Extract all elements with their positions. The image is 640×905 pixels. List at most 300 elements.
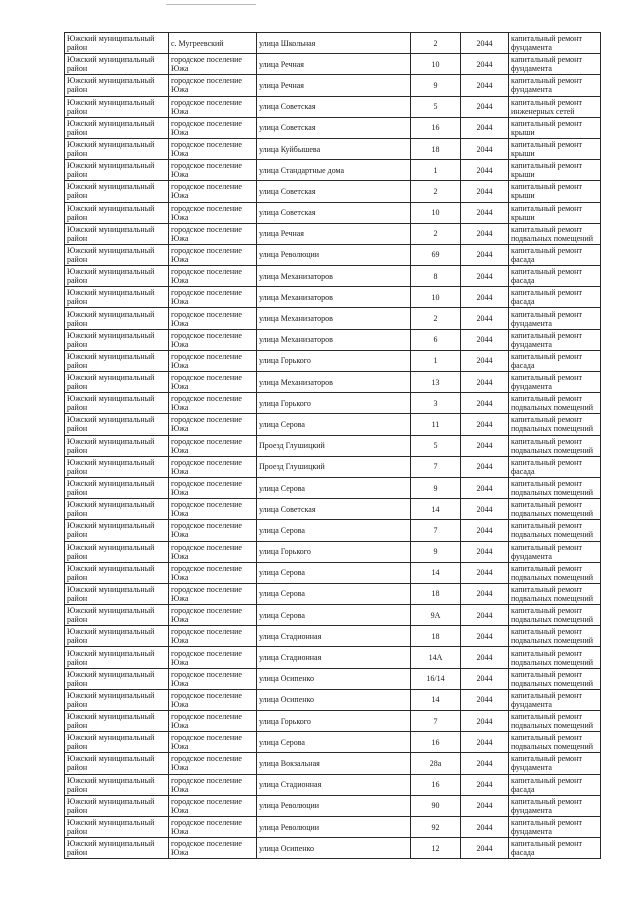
year-cell-text: 2044 [476,462,493,472]
year-cell [461,753,509,774]
settlement-cell [169,774,257,795]
street-cell-text: Проезд Глушицкий [259,441,325,451]
street-cell-text: улица Механизаторов [259,292,333,302]
work-type-cell-text: капитальный ремонт фундамента [511,76,582,95]
year-cell-text: 2044 [476,504,493,514]
house-number-cell [411,605,461,626]
work-type-cell [509,372,601,393]
settlement-cell-text: городское поселение Южа [171,224,242,243]
year-cell [461,774,509,795]
house-number-cell [411,160,461,181]
house-number-cell [411,753,461,774]
house-number-cell-text: 11 [431,419,440,429]
district-cell [65,350,169,371]
street-cell-text: улица Стадионная [259,780,322,790]
house-number-cell [411,711,461,732]
house-number-cell [411,838,461,859]
street-cell-text: улица Речная [259,80,304,90]
table-row [65,583,601,604]
district-cell [65,33,169,54]
house-number-cell-text: 16/14 [426,674,445,684]
street-cell [257,96,411,117]
street-cell-text: улица Революции [259,822,320,832]
street-cell-text: улица Горького [259,716,311,726]
settlement-cell [169,816,257,837]
settlement-cell-text: городское поселение Южа [171,182,242,201]
settlement-cell [169,244,257,265]
work-type-cell [509,499,601,520]
street-cell [257,774,411,795]
house-number-cell-text: 9 [433,483,438,493]
year-cell-text: 2044 [476,483,493,493]
settlement-cell-text: городское поселение Южа [171,712,242,731]
settlement-cell-text: городское поселение Южа [171,457,242,476]
year-cell-text: 2044 [476,356,493,366]
year-cell [461,732,509,753]
table-row [65,626,601,647]
house-number-cell-text: 10 [431,59,440,69]
table-row [65,223,601,244]
district-cell [65,160,169,181]
year-cell [461,435,509,456]
year-cell-text: 2044 [476,716,493,726]
house-number-cell [411,287,461,308]
settlement-cell [169,711,257,732]
house-number-cell-text: 7 [433,462,438,472]
settlement-cell [169,605,257,626]
work-type-cell-text: капитальный ремонт подвальных помещений [511,415,594,434]
work-type-cell-text: капитальный ремонт подвальных помещений [511,563,594,582]
district-cell [65,520,169,541]
district-cell [65,456,169,477]
district-cell [65,287,169,308]
year-cell [461,54,509,75]
district-cell [65,647,169,668]
settlement-cell-text: городское поселение Южа [171,733,242,752]
year-cell [461,287,509,308]
year-cell [461,647,509,668]
table-row [65,329,601,350]
street-cell [257,117,411,138]
work-type-cell-text: капитальный ремонт фундамента [511,796,582,815]
district-cell-text: Южский муниципальный район [67,839,155,858]
table-row [65,138,601,159]
year-cell-text: 2044 [476,525,493,535]
year-cell [461,393,509,414]
district-cell [65,774,169,795]
district-cell [65,96,169,117]
work-type-cell [509,223,601,244]
district-cell-text: Южский муниципальный район [67,224,155,243]
work-type-cell [509,668,601,689]
street-cell-text: улица Осипенко [259,674,314,684]
work-type-cell-text: капитальный ремонт крыши [511,161,582,180]
house-number-cell-text: 2 [433,186,438,196]
settlement-cell-text: городское поселение Южа [171,818,242,837]
work-type-cell-text: капитальный ремонт фундамента [511,818,582,837]
table-row [65,838,601,859]
settlement-cell-text: городское поселение Южа [171,76,242,95]
district-cell [65,266,169,287]
settlement-cell-text: городское поселение Южа [171,500,242,519]
district-cell-text: Южский муниципальный район [67,309,155,328]
street-cell [257,499,411,520]
street-cell-text: улица Серова [259,568,305,578]
work-type-cell [509,138,601,159]
year-cell-text: 2044 [476,80,493,90]
house-number-cell [411,308,461,329]
work-type-cell [509,181,601,202]
work-type-cell [509,435,601,456]
house-number-cell [411,266,461,287]
work-type-cell-text: капитальный ремонт фундамента [511,55,582,74]
settlement-cell [169,626,257,647]
street-cell [257,393,411,414]
district-cell [65,181,169,202]
district-cell-text: Южский муниципальный район [67,267,155,286]
table-row [65,244,601,265]
work-type-cell [509,33,601,54]
house-number-cell [411,668,461,689]
house-number-cell [411,499,461,520]
settlement-cell [169,753,257,774]
work-type-cell-text: капитальный ремонт подвальных помещений [511,500,594,519]
work-type-cell [509,774,601,795]
settlement-cell [169,350,257,371]
house-number-cell [411,329,461,350]
house-number-cell [411,393,461,414]
work-type-cell [509,329,601,350]
settlement-cell-text: городское поселение Южа [171,839,242,858]
work-type-cell-text: капитальный ремонт подвальных помещений [511,733,594,752]
work-type-cell-text: капитальный ремонт фундамента [511,690,582,709]
settlement-cell [169,456,257,477]
work-type-cell [509,287,601,308]
settlement-cell-text: городское поселение Южа [171,436,242,455]
house-number-cell [411,138,461,159]
street-cell-text: Проезд Глушицкий [259,462,325,472]
year-cell [461,372,509,393]
year-cell-text: 2044 [476,674,493,684]
year-cell [461,605,509,626]
house-number-cell [411,435,461,456]
table-row [65,33,601,54]
settlement-cell-text: городское поселение Южа [171,351,242,370]
district-cell [65,393,169,414]
district-cell-text: Южский муниципальный район [67,690,155,709]
street-cell [257,54,411,75]
street-cell-text: улица Школьная [259,38,316,48]
work-type-cell [509,202,601,223]
year-cell-text: 2044 [476,547,493,557]
settlement-cell [169,33,257,54]
table-row [65,202,601,223]
district-cell-text: Южский муниципальный район [67,182,155,201]
house-number-cell [411,75,461,96]
street-cell-text: улица Советская [259,123,316,133]
settlement-cell [169,689,257,710]
house-number-cell-text: 10 [431,292,440,302]
work-type-cell [509,456,601,477]
settlement-cell-text: городское поселение Южа [171,542,242,561]
settlement-cell [169,583,257,604]
district-cell-text: Южский муниципальный район [67,288,155,307]
house-number-cell-text: 7 [433,525,438,535]
work-type-cell-text: капитальный ремонт фундамента [511,309,582,328]
settlement-cell-text: городское поселение Южа [171,394,242,413]
district-cell-text: Южский муниципальный район [67,203,155,222]
work-type-cell [509,583,601,604]
settlement-cell [169,54,257,75]
year-cell [461,96,509,117]
district-cell-text: Южский муниципальный район [67,627,155,646]
work-type-cell-text: капитальный ремонт фундамента [511,373,582,392]
house-number-cell [411,202,461,223]
table-row [65,393,601,414]
settlement-cell-text: городское поселение Южа [171,775,242,794]
settlement-cell-text: городское поселение Южа [171,563,242,582]
settlement-cell-text: с. Мугреевский [171,38,224,48]
street-cell [257,350,411,371]
year-cell [461,711,509,732]
year-cell [461,626,509,647]
table-row [65,54,601,75]
district-cell-text: Южский муниципальный район [67,245,155,264]
house-number-cell-text: 5 [433,102,438,112]
work-type-cell [509,816,601,837]
street-cell-text: улица Серова [259,525,305,535]
year-cell-text: 2044 [476,250,493,260]
street-cell [257,520,411,541]
year-cell-text: 2044 [476,165,493,175]
settlement-cell-text: городское поселение Южа [171,55,242,74]
district-cell [65,816,169,837]
street-cell-text: улица Серова [259,610,305,620]
work-type-cell [509,96,601,117]
work-type-cell-text: капитальный ремонт инженерных сетей [511,97,582,116]
house-number-cell-text: 14 [431,568,440,578]
street-cell [257,456,411,477]
house-number-cell [411,350,461,371]
work-type-cell-text: капитальный ремонт фасада [511,457,582,476]
district-cell-text: Южский муниципальный район [67,140,155,159]
table-row [65,456,601,477]
settlement-cell-text: городское поселение Южа [171,203,242,222]
settlement-cell-text: городское поселение Южа [171,479,242,498]
table-row [65,181,601,202]
street-cell-text: улица Советская [259,208,316,218]
year-cell [461,562,509,583]
settlement-cell [169,435,257,456]
year-cell-text: 2044 [476,208,493,218]
work-type-cell-text: капитальный ремонт фасада [511,245,582,264]
year-cell [461,520,509,541]
document-page [64,32,600,859]
district-cell [65,414,169,435]
settlement-cell-text: городское поселение Южа [171,330,242,349]
work-type-cell-text: капитальный ремонт фасада [511,267,582,286]
district-cell-text: Южский муниципальный район [67,118,155,137]
table-row [65,541,601,562]
street-cell [257,33,411,54]
work-type-cell [509,75,601,96]
street-cell [257,605,411,626]
work-type-cell [509,541,601,562]
table-row [65,350,601,371]
house-number-cell [411,583,461,604]
district-cell-text: Южский муниципальный район [67,754,155,773]
work-type-cell [509,117,601,138]
district-cell [65,541,169,562]
house-number-cell-text: 18 [431,144,440,154]
district-cell-text: Южский муниципальный район [67,500,155,519]
work-type-cell-text: капитальный ремонт крыши [511,118,582,137]
settlement-cell-text: городское поселение Южа [171,648,242,667]
scan-artifact-line [166,4,256,5]
settlement-cell [169,287,257,308]
house-number-cell-text: 14 [431,695,440,705]
street-cell-text: улица Куйбышева [259,144,321,154]
district-cell-text: Южский муниципальный район [67,394,155,413]
settlement-cell-text: городское поселение Южа [171,627,242,646]
street-cell-text: улица Серова [259,589,305,599]
work-type-cell-text: капитальный ремонт подвальных помещений [511,584,594,603]
table-row [65,287,601,308]
house-number-cell-text: 92 [431,822,440,832]
street-cell [257,732,411,753]
settlement-cell-text: городское поселение Южа [171,288,242,307]
work-type-cell-text: капитальный ремонт подвальных помещений [511,394,594,413]
table-row [65,689,601,710]
street-cell [257,647,411,668]
district-cell-text: Южский муниципальный район [67,669,155,688]
table-row [65,774,601,795]
table-row [65,605,601,626]
district-cell-text: Южский муниципальный район [67,97,155,116]
house-number-cell [411,372,461,393]
work-type-cell [509,626,601,647]
work-type-cell [509,350,601,371]
work-type-cell-text: капитальный ремонт крыши [511,140,582,159]
district-cell [65,795,169,816]
work-type-cell-text: капитальный ремонт подвальных помещений [511,521,594,540]
street-cell-text: улица Советская [259,186,316,196]
district-cell [65,499,169,520]
house-number-cell-text: 14 [431,504,440,514]
table-body [65,33,601,859]
year-cell-text: 2044 [476,610,493,620]
settlement-cell-text: городское поселение Южа [171,161,242,180]
district-cell [65,372,169,393]
work-type-cell [509,711,601,732]
house-number-cell [411,96,461,117]
district-cell-text: Южский муниципальный район [67,351,155,370]
work-type-cell-text: капитальный ремонт подвальных помещений [511,648,594,667]
settlement-cell [169,562,257,583]
district-cell [65,54,169,75]
year-cell [461,541,509,562]
house-number-cell-text: 6 [433,335,438,345]
work-type-cell [509,838,601,859]
table-row [65,414,601,435]
table-row [65,732,601,753]
street-cell-text: улица Советская [259,102,316,112]
street-cell-text: улица Горького [259,547,311,557]
table-row [65,520,601,541]
year-cell-text: 2044 [476,695,493,705]
year-cell-text: 2044 [476,59,493,69]
district-cell [65,562,169,583]
street-cell-text: улица Механизаторов [259,314,333,324]
settlement-cell [169,329,257,350]
settlement-cell-text: городское поселение Южа [171,140,242,159]
house-number-cell-text: 3 [433,398,438,408]
settlement-cell-text: городское поселение Южа [171,415,242,434]
house-number-cell [411,541,461,562]
district-cell-text: Южский муниципальный район [67,542,155,561]
district-cell [65,117,169,138]
work-type-cell [509,605,601,626]
house-number-cell-text: 9А [430,610,441,620]
settlement-cell [169,117,257,138]
house-number-cell [411,647,461,668]
table-row [65,96,601,117]
work-type-cell-text: капитальный ремонт подвальных помещений [511,224,594,243]
street-cell [257,668,411,689]
street-cell [257,75,411,96]
year-cell [461,244,509,265]
district-cell-text: Южский муниципальный район [67,712,155,731]
district-cell [65,223,169,244]
settlement-cell-text: городское поселение Южа [171,754,242,773]
district-cell-text: Южский муниципальный район [67,796,155,815]
settlement-cell [169,477,257,498]
year-cell-text: 2044 [476,292,493,302]
work-type-cell [509,393,601,414]
table-row [65,499,601,520]
district-cell [65,583,169,604]
settlement-cell-text: городское поселение Южа [171,245,242,264]
house-number-cell [411,795,461,816]
settlement-cell [169,520,257,541]
work-type-cell-text: капитальный ремонт фасада [511,775,582,794]
work-type-cell [509,244,601,265]
year-cell-text: 2044 [476,123,493,133]
work-type-cell [509,414,601,435]
year-cell-text: 2044 [476,335,493,345]
district-cell [65,435,169,456]
table-row [65,711,601,732]
street-cell [257,287,411,308]
year-cell-text: 2044 [476,144,493,154]
street-cell [257,753,411,774]
district-cell-text: Южский муниципальный район [67,330,155,349]
year-cell [461,350,509,371]
year-cell-text: 2044 [476,589,493,599]
district-cell [65,711,169,732]
work-type-cell-text: капитальный ремонт подвальных помещений [511,712,594,731]
house-number-cell [411,626,461,647]
street-cell [257,181,411,202]
house-number-cell-text: 13 [431,377,440,387]
table-row [65,160,601,181]
house-number-cell-text: 16 [431,780,440,790]
settlement-cell [169,541,257,562]
house-number-cell [411,181,461,202]
district-cell [65,75,169,96]
year-cell [461,75,509,96]
house-number-cell-text: 18 [431,589,440,599]
